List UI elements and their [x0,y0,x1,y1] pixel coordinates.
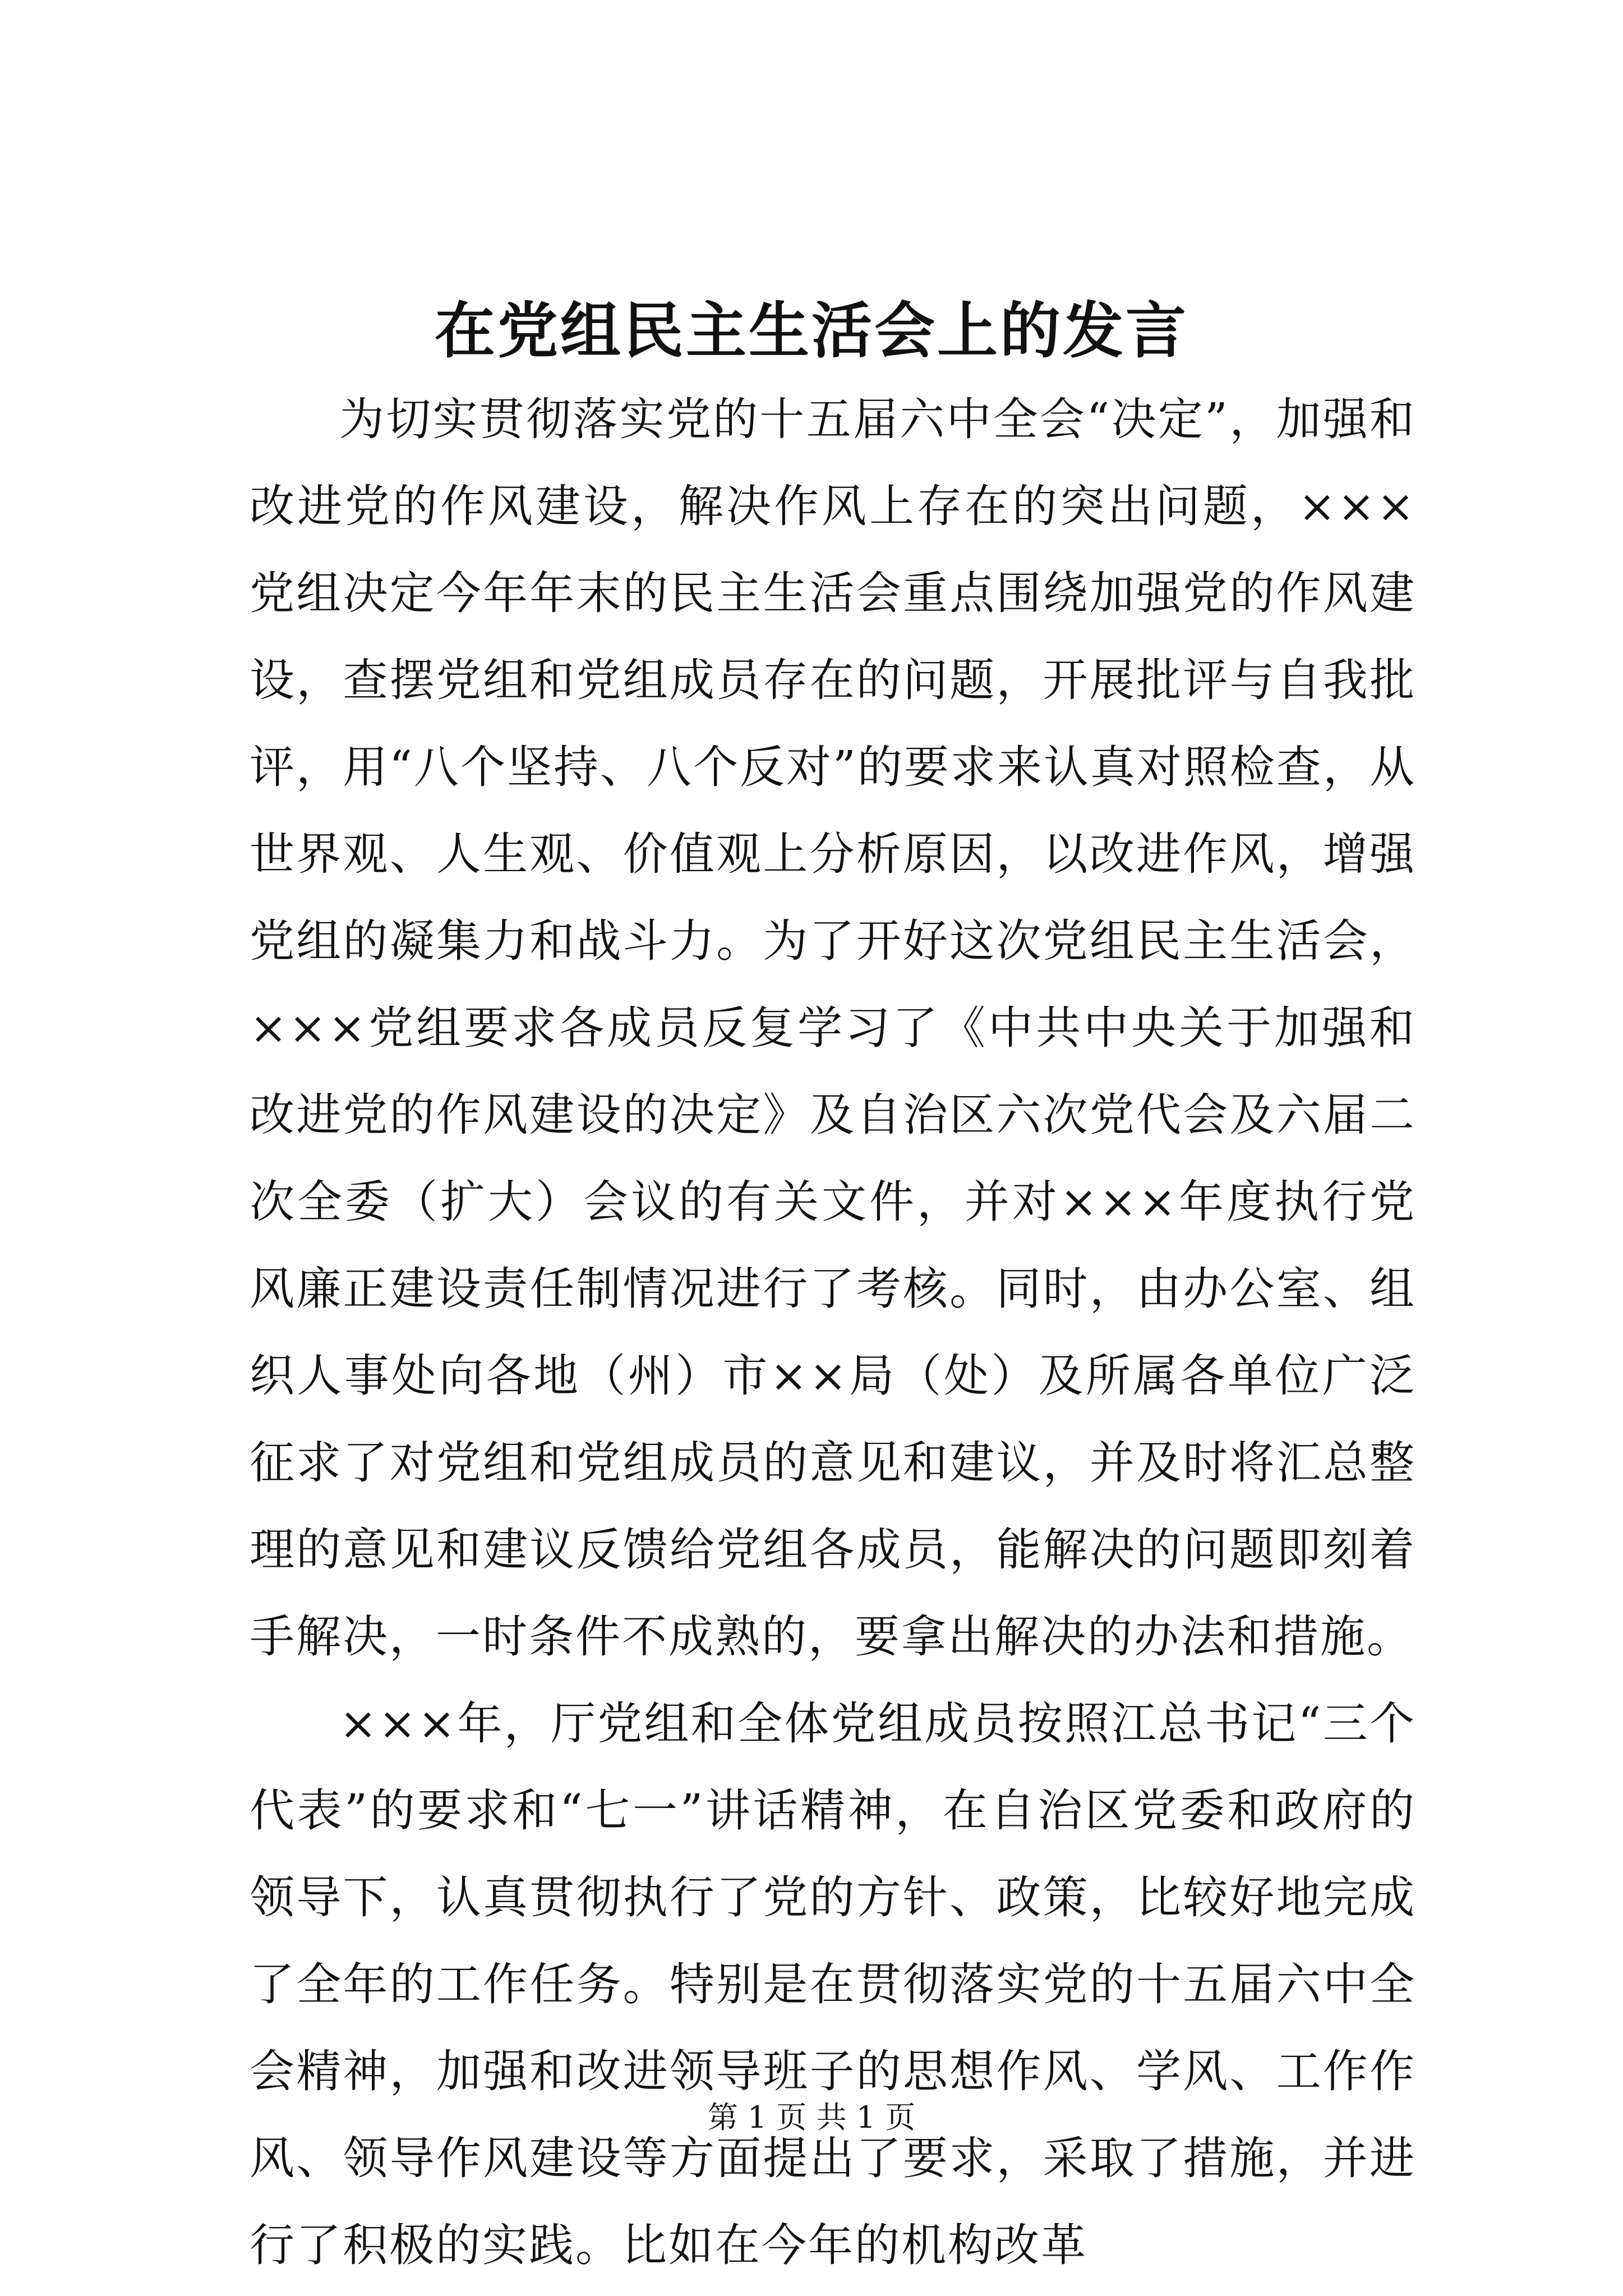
page-footer: 第 1 页 共 1 页 [707,2100,916,2135]
document-title: 在党组民主生活会上的发言 [434,296,1188,366]
document-body [250,376,1416,2289]
paragraph-2: ×××年，厅党组和全体党组成员按照江总书记“三个代表”的要求和“七一”讲话精神，在自治区党委和政府的领导下，认真贯彻执行了党的方针、政策，比较好地完成了全年的工作任务。特别是在贯彻落实党的十五届六中全会精神，加强和改进领导班子的思想作风、学风、工作作风、领导作风建设等方面提出了要求，采取了措施，并进行了积极的实践。比如在今年的机构改革 [250,1697,1416,2271]
paragraph-1: 为切实贯彻落实党的十五届六中全会“决定”，加强和改进党的作风建设，解决作风上存在的突出问题，×××党组决定今年年末的民主生活会重点围绕加强党的作风建设，查摆党组和党组成员存在的问题，开展批评与自我批评，用“八个坚持、八个反对”的要求来认真对照检查，从世界观、人生观、价值观上分析原因，以改进作风，增强党组的凝集力和战斗力。为了开好这次党组民主生活会，×××党组要求各成员反复学习了《中共中央关于加强和改进党的作风建设的决定》及自治区六次党代会及六届二次全委（扩大）会议的有关文件，并对×××年度执行党风廉正建设责任制情况进行了考核。同时，由办公室、组织人事处向各地（州）市××局（处）及所属各单位广泛征求了对党组和党组成员的意见和建议，并及时将汇总整理的意见和建议反馈给党组各成员，能解决的问题即刻着手解决，一时条件不成熟的，要拿出解决的办法和措施。 [250,393,1416,1663]
